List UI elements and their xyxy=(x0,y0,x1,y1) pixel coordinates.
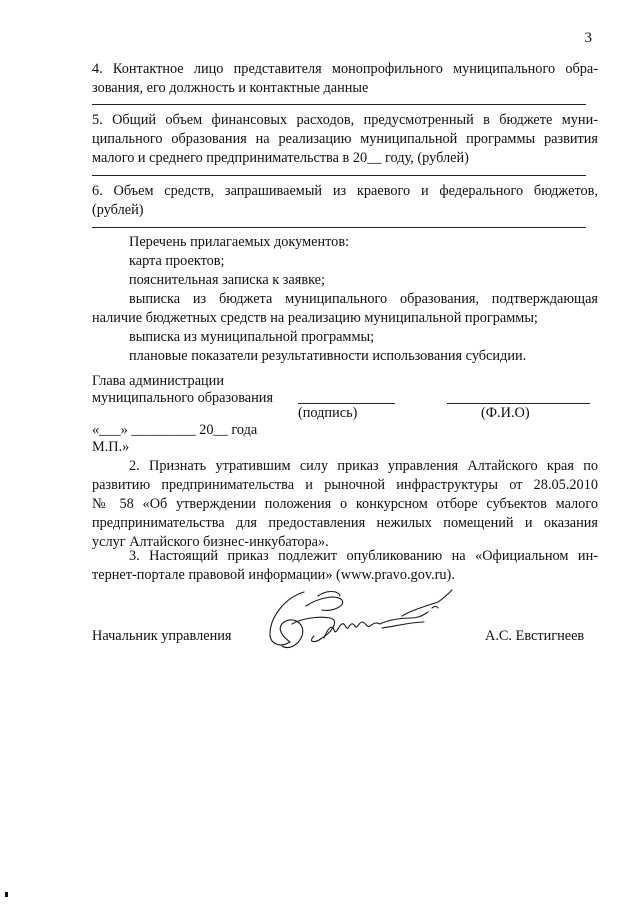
handwritten-signature xyxy=(262,588,462,658)
documents-item-1: карта проектов; xyxy=(129,253,225,269)
documents-item-3-line2: наличие бюджетных средств на реализацию муниципальной программы; xyxy=(92,310,538,326)
clause2-line5: услуг Алтайского бизнес-инкубатора». xyxy=(92,534,329,550)
item5-line3: малого и среднего предпринимательства в 20__ году, (рублей) xyxy=(92,150,469,166)
head-title-line1: Глава администрации xyxy=(92,373,224,389)
date-line: «___» _________ 20__ года xyxy=(92,422,258,438)
clause3-line2: тернет-портале правовой информации» (www.pravo.gov.ru). xyxy=(92,567,455,583)
item4-line1: 4. Контактное лицо представителя монопрофильного муниципального обра- xyxy=(92,61,598,77)
documents-item-5: плановые показатели результативности использования субсидии. xyxy=(129,348,527,364)
documents-item-3-line1: выписка из бюджета муниципального образования, подтверждающая xyxy=(129,291,598,307)
item5-fill-line xyxy=(92,175,586,176)
item5-line2: ципального образования на реализацию муниципальной программы развития xyxy=(92,131,598,147)
documents-heading: Перечень прилагаемых документов: xyxy=(129,234,350,250)
clause2-line3: № 58 «Об утверждении положения о конкурсном отборе субъектов малого xyxy=(92,496,598,512)
documents-item-4: выписка из муниципальной программы; xyxy=(129,329,375,345)
clause2-line2: развитию предпринимательства и рыночной инфраструктуры от 28.05.2010 xyxy=(92,477,598,493)
clause2-line4: предпринимательства для предоставления нежилых помещений и оказания xyxy=(92,515,598,531)
item6-fill-line xyxy=(92,227,586,228)
footer-position: Начальник управления xyxy=(92,628,232,644)
head-title-line2: муниципального образования xyxy=(92,390,274,406)
item4-line2: зования, его должность и контактные данные xyxy=(92,80,369,96)
item5-line1: 5. Общий объем финансовых расходов, предусмотренный в бюджете муни- xyxy=(92,112,598,128)
name-caption: (Ф.И.О) xyxy=(481,405,530,421)
stamp-placeholder: М.П.» xyxy=(92,439,130,455)
item6-line2: (рублей) xyxy=(92,202,144,218)
item6-line1: 6. Объем средств, запрашиваемый из краевого и федерального бюджетов, xyxy=(92,183,598,199)
footer-name: А.С. Евстигнеев xyxy=(485,628,585,644)
clause2-line1: 2. Признать утратившим силу приказ управления Алтайского края по xyxy=(129,458,598,474)
item4-fill-line xyxy=(92,104,586,105)
signature-caption: (подпись) xyxy=(298,405,358,421)
page-number: 3 xyxy=(584,30,592,46)
clause3-line1: 3. Настоящий приказ подлежит опубликованию на «Официальном ин- xyxy=(129,548,598,564)
documents-item-2: пояснительная записка к заявке; xyxy=(129,272,325,288)
scan-edge-mark xyxy=(5,892,8,897)
